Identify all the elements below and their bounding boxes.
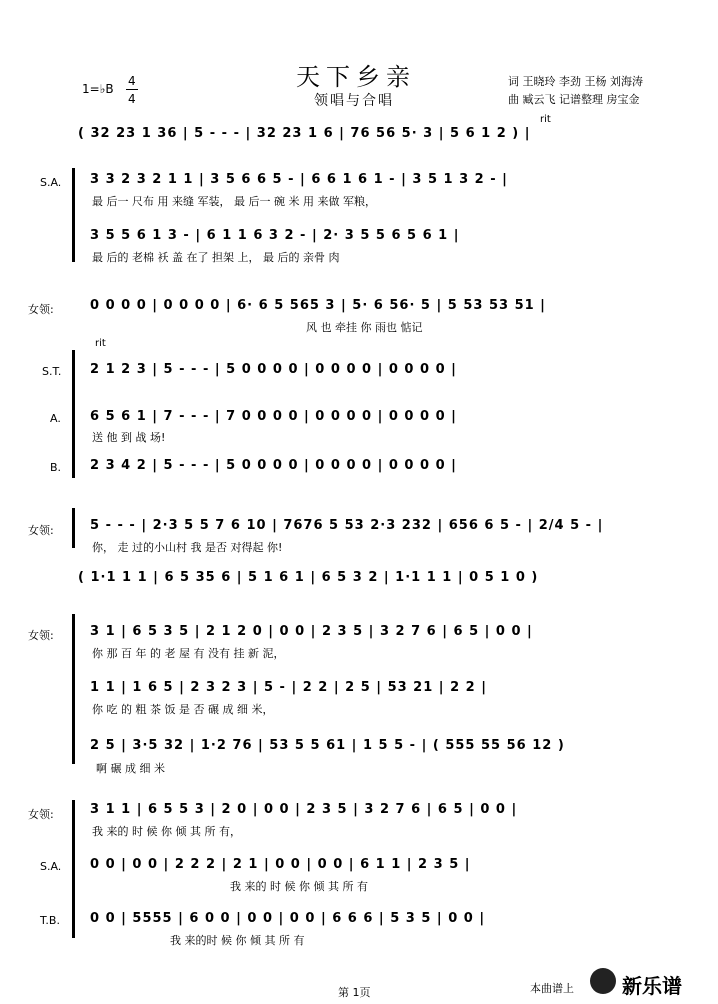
key-signature: 1=♭B (82, 82, 114, 96)
system-brace (72, 350, 75, 478)
notation-line: 1 1 | 1 6 5 | 2 3 2 3 | 5 ‐ | 2 2 | 2 5 | 53 21 | 2 2 | (90, 680, 487, 695)
notation-line: 0 0 | 0 0 | 2 2 2 | 2 1 | 0 0 | 0 0 | 6 1 1 | 2 3 5 | (90, 857, 471, 872)
voice-label-solo: 女领: (28, 629, 54, 642)
notation-line: 3 3 2 3 2 1 1 | 3 5 6 6 5 ‐ | 6 6 1 6 1 ‐ | 3 5 1 3 2 ‐ | (90, 172, 508, 187)
system-brace (72, 800, 75, 938)
notation-line: 0 0 | 5555 | 6 0 0 | 0 0 | 0 0 | 6 6 6 | 5 3 5 | 0 0 | (90, 911, 486, 926)
time-signature-numerator: 4 (128, 74, 136, 88)
notation-line: 6 5 6 1 | 7 ‐ ‐ ‐ | 7 0 0 0 0 | 0 0 0 0 | 0 0 0 0 | (90, 409, 457, 424)
page-subtitle: 领唱与合唱 (314, 93, 394, 109)
voice-label-sa: S.A. (40, 176, 62, 189)
lyric-line: 你 那 百 年 的 老 屋 有 没有 挂 新 泥， (92, 647, 285, 660)
logo-disc-icon (590, 968, 616, 994)
notation-line: ( 32 23 1 36 | 5 ‐ ‐ ‐ | 32 23 1 6 | 76 56 5· 3 | 5 6 1 2 ) | (78, 126, 531, 141)
notation-line: 2 1 2 3 | 5 ‐ ‐ ‐ | 5 0 0 0 0 | 0 0 0 0 | 0 0 0 0 | (90, 362, 457, 377)
notation-line: 2 5 | 3·5 32 | 1·2 76 | 53 5 5 61 | 1 5 5 ‐ | ( 555 55 56 12 ) (90, 738, 565, 753)
time-signature-denominator: 4 (128, 92, 136, 106)
notation-line: ( 1·1 1 1 | 6 5 35 6 | 5 1 6 1 | 6 5 3 2 | 1·1 1 1 | 0 5 1 0 ) (78, 570, 539, 585)
page-number: 第 1页 (338, 986, 371, 999)
notation-line: 3 1 | 6 5 3 5 | 2 1 2 0 | 0 0 | 2 3 5 | 3 2 7 6 | 6 5 | 0 0 | (90, 624, 533, 639)
lyric-line: 你， 走 过的小山村 我 是否 对得起 你! (92, 541, 283, 554)
system-brace (72, 168, 75, 262)
credit-music: 曲 臧云飞 记谱整理 房宝金 (508, 93, 640, 106)
notation-line: 3 5 5 6 1 3 ‐ | 6 1 1 6 3 2 ‐ | 2· 3 5 5 6 5 6 1 | (90, 228, 460, 243)
rit-mark: rit (540, 114, 551, 125)
voice-label-a: A. (50, 412, 61, 425)
lyric-line: 你 吃 的 粗 茶 饭 是 否 碾 成 细 米， (92, 703, 274, 716)
notation-line: 3 1 1 | 6 5 5 3 | 2 0 | 0 0 | 2 3 5 | 3 2 7 6 | 6 5 | 0 0 | (90, 802, 518, 817)
lyric-line: 最 后一 尺布 用 来缝 军装， 最 后一 碗 米 用 来做 军粮， (92, 195, 376, 208)
notation-line: 0 0 0 0 | 0 0 0 0 | 6· 6 5 565 3 | 5· 6 56· 5 | 5 53 53 51 | (90, 298, 546, 313)
notation-line: 2 3 4 2 | 5 ‐ ‐ ‐ | 5 0 0 0 0 | 0 0 0 0 | 0 0 0 0 | (90, 458, 457, 473)
voice-label-b: B. (50, 461, 62, 474)
lyric-line: 我 来的时 候 你 倾 其 所 有 (170, 934, 305, 947)
rit-mark: rit (95, 338, 106, 349)
voice-label-sa: S.A. (40, 860, 62, 873)
voice-label-tb: T.B. (40, 914, 60, 927)
system-brace (72, 614, 75, 764)
voice-label-solo: 女领: (28, 524, 54, 537)
lyric-line: 啊 碾 成 细 米 (96, 762, 165, 775)
lyric-line: 最 后的 老棉 袄 盖 在了 担架 上， 最 后的 亲骨 肉 (92, 251, 340, 264)
time-signature-line (126, 89, 138, 90)
voice-label-solo: 女领: (28, 303, 54, 316)
logo: 新乐谱 (622, 974, 682, 998)
credit-lyrics: 词 王晓玲 李劲 王杨 刘海涛 (508, 75, 643, 88)
lyric-line: 送 他 到 战 场! (92, 431, 166, 444)
lyric-line: 风 也 牵挂 你 雨也 惦记 (306, 321, 423, 334)
lyric-line: 我 来的 时 候 你 倾 其 所 有 (230, 880, 368, 893)
system-brace (72, 508, 75, 548)
uploader-text: 本曲谱上 (530, 982, 574, 995)
voice-label-st: S.T. (42, 365, 62, 378)
page-title: 天下乡亲 (296, 63, 416, 91)
notation-line: 5 ‐ ‐ ‐ | 2·3 5 5 7 6 10 | 7676 5 53 2·3 232 | 656 6 5 ‐ | 2/4 5 ‐ | (90, 518, 604, 533)
voice-label-solo: 女领: (28, 808, 54, 821)
lyric-line: 我 来的 时 候 你 倾 其 所 有， (92, 825, 241, 838)
